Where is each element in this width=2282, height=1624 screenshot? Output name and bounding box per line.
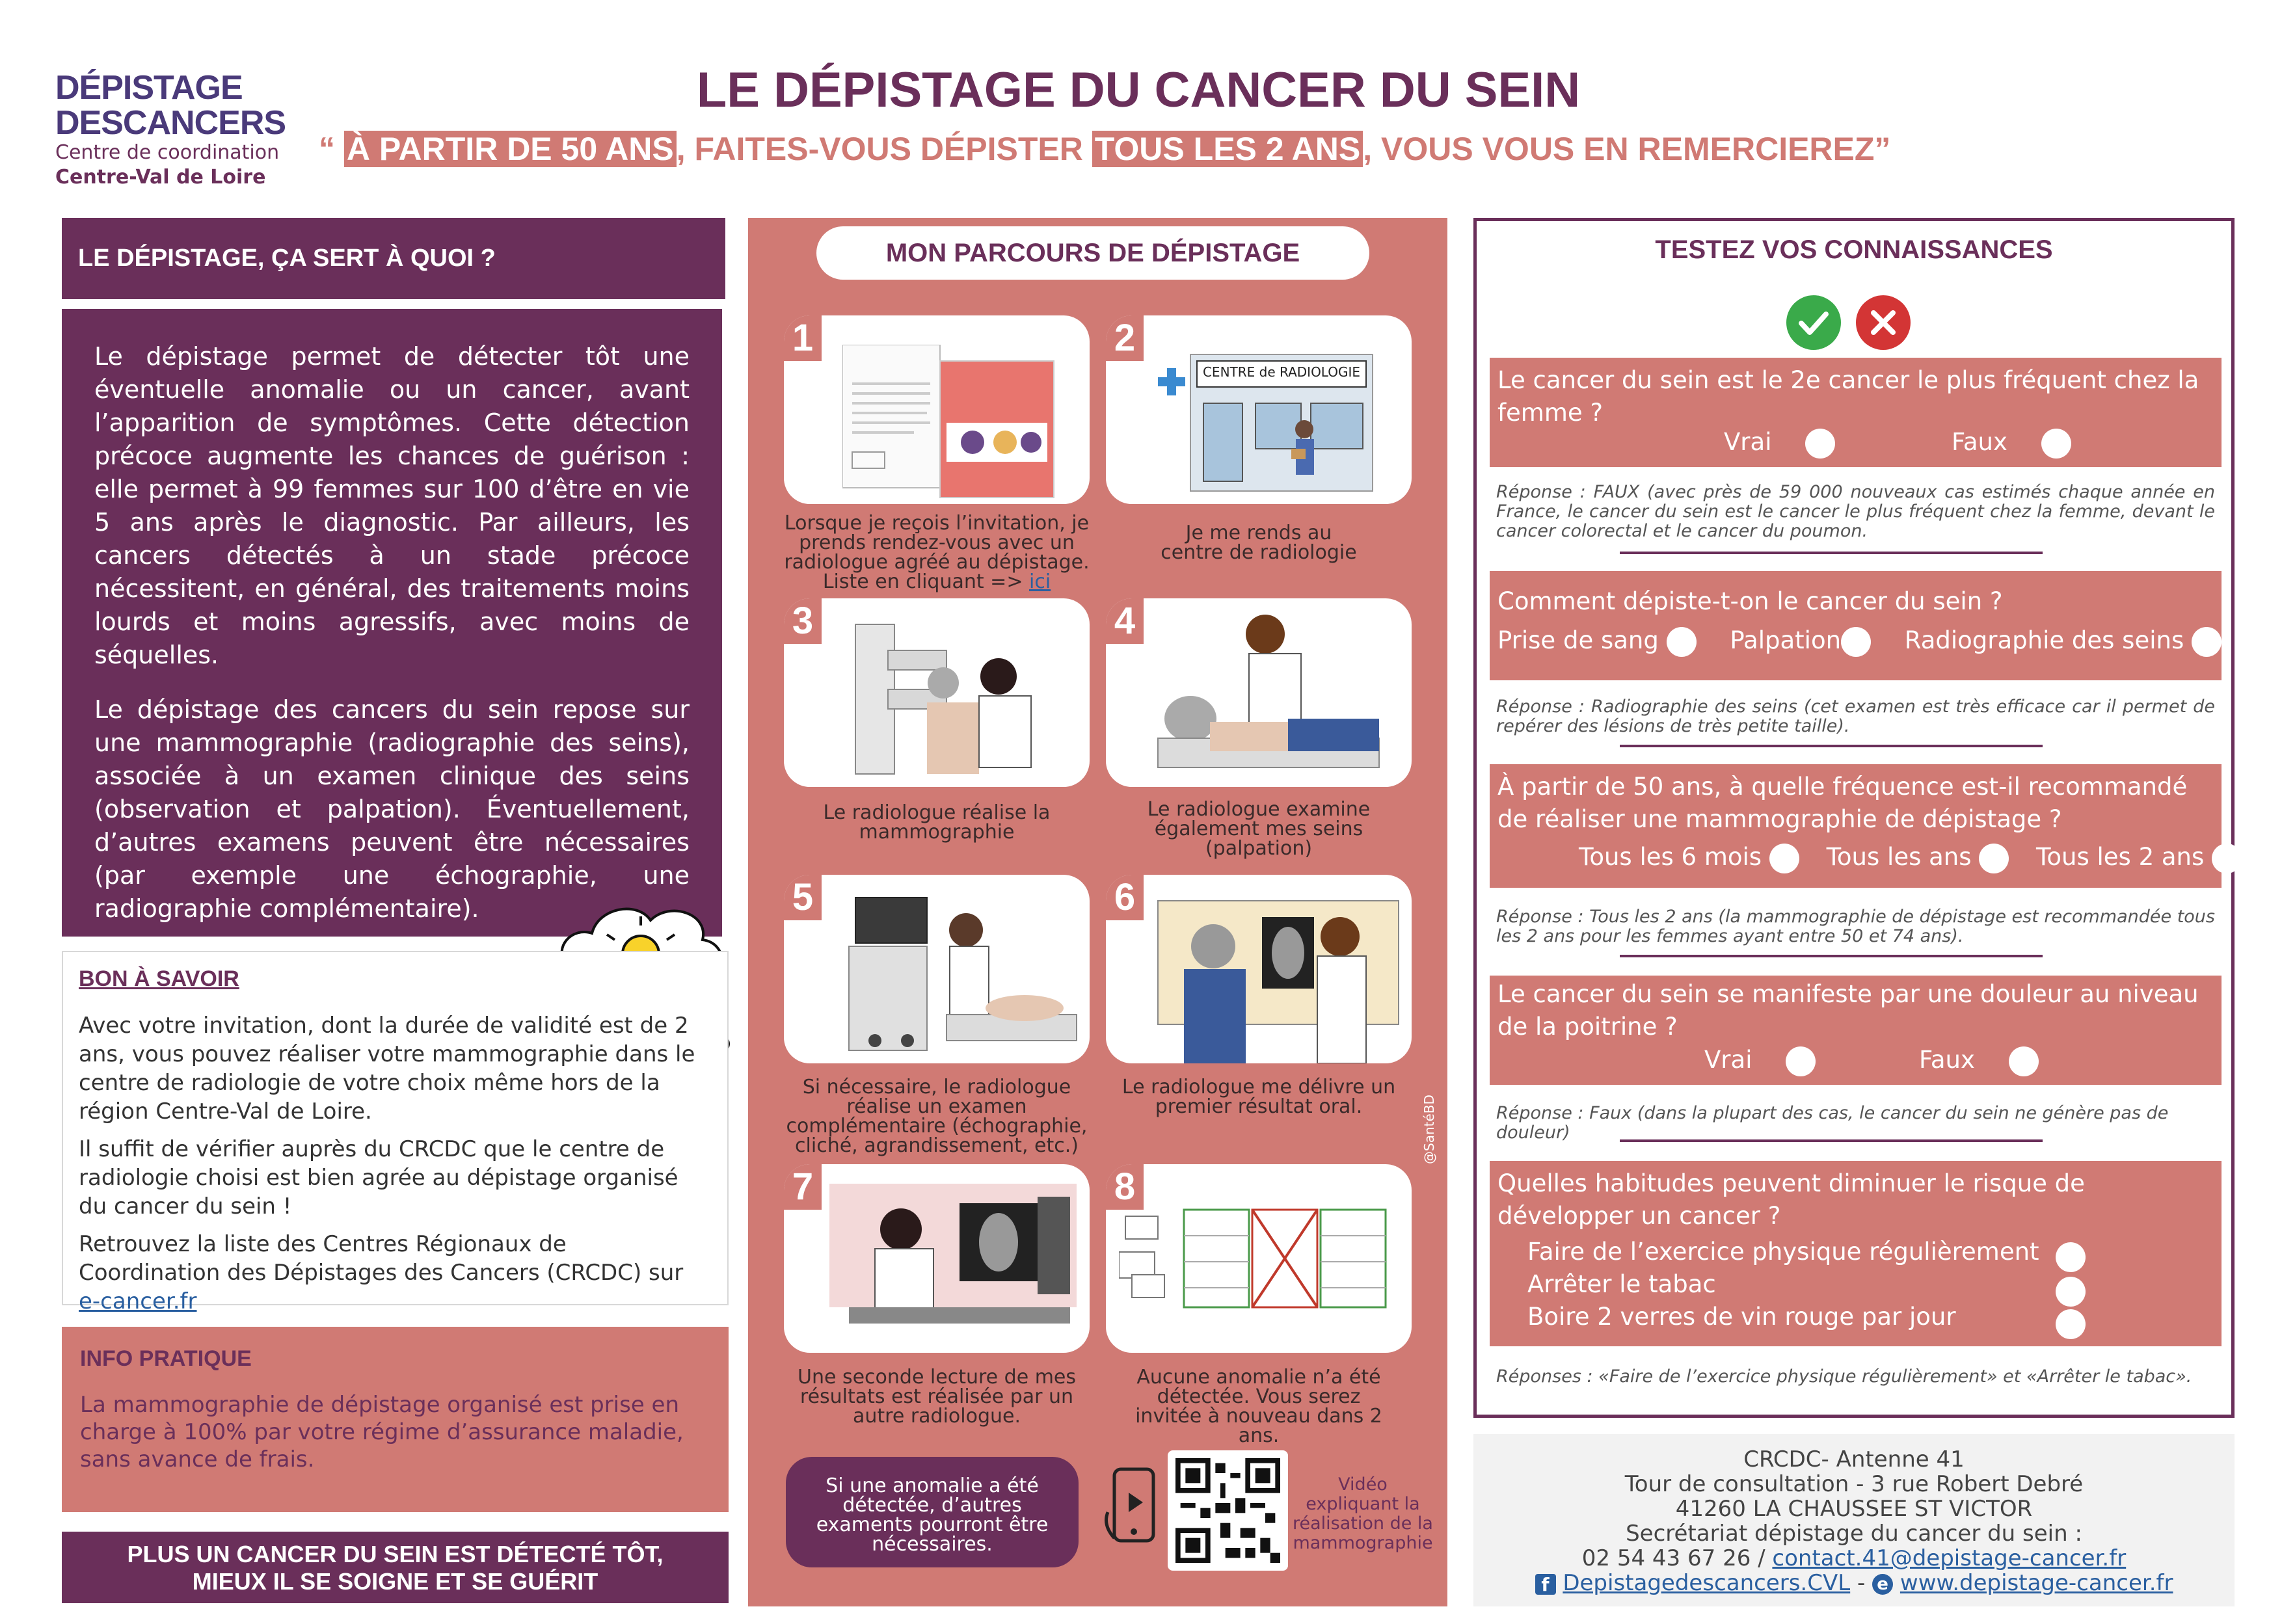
video-caption: Vidéo expliquant la réalisation de la mammographie [1293,1474,1433,1553]
q2-option-blood-test[interactable]: Prise de sang [1497,626,1659,654]
q4-option-false-label: Faux [1919,1046,1975,1074]
practical-info-title: INFO PRATIQUE [80,1346,252,1371]
facebook-link[interactable]: Depistagedescancers.CVL [1563,1570,1851,1596]
question-5-text: Quelles habitudes peuvent diminuer le risque de développer un cancer ? [1497,1169,2085,1230]
q1-option-false[interactable] [1952,426,2071,459]
q3-option-yearly[interactable]: Tous les ans [1826,843,1972,871]
separator [1620,955,2043,957]
left-section-title [62,218,725,299]
checkbox[interactable] [2056,1277,2086,1307]
smartphone-video-icon[interactable] [1103,1467,1164,1551]
bottom-banner-line-2: MIEUX IL SE SOIGNE ET SE GUÉRIT [192,1568,598,1595]
question-1-text: Le cancer du sein est le 2e cancer le plus fréquent chez la femme ? [1497,366,2199,427]
question-4 [1490,976,2222,1085]
q5-option-exercise[interactable] [1527,1236,2039,1268]
good-to-know-text-3: Retrouvez la liste des Centres Régionaux de Coordination des Dépistages des Cancers (CRCDC) sur [79,1231,684,1286]
question-4-text: Le cancer du sein se manifeste par une douleur au niveau de la poitrine ? [1497,980,2199,1041]
radio-button[interactable] [1769,844,1799,873]
explanation-paragraph-2: Le dépistage des cancers du sein repose sur une mammographie (radiographie des seins), associée à un examen clinique des seins (observation et palpation). Éventuellement, d’autres examens peuvent être nécessaires (par exemple une échographie, une radiographie complémentaire). [94,695,690,923]
radiology-sign: CENTRE de RADIOLOGIE [1202,364,1361,380]
good-to-know-paragraph-2: Il suffit de vérifier auprès du CRCDC que le centre de radiologie choisi est bien agrée au dépistage organisé du cancer du sein ! [79,1136,678,1219]
good-to-know-title: BON À SAVOIR [79,966,239,991]
q5-option-stop-smoking-label: Arrêter le tabac [1527,1270,1716,1298]
step-number: 7 [784,1164,822,1210]
result-delivery-icon [1151,888,1405,1063]
step-1-caption [781,514,1093,592]
email-link[interactable]: contact.41@depistage-cancer.fr [1772,1545,2127,1571]
check-icon [1786,295,1842,351]
palpation-exam-icon [1145,608,1405,784]
radio-button[interactable] [1805,429,1835,459]
q5-option-wine[interactable] [1527,1301,2039,1333]
step-3-caption: Le radiologue réalise la mammographie [823,801,1051,844]
contact-org: CRCDC- Antenne 41 [1743,1446,1965,1472]
screening-path-title: MON PARCOURS DE DÉPISTAGE [816,226,1369,280]
step-2-card [1106,315,1412,504]
question-3 [1490,764,2222,888]
quiz-title: TESTEZ VOS CONNAISSANCES [1655,235,2053,264]
step-2-caption: Je me rends au centre de radiologie [1161,522,1357,564]
left-title-text: LE DÉPISTAGE, ÇA SERT À QUOI ? [78,245,496,272]
answer-5: Réponses : «Faire de l’exercice physique régulièrement» et «Arrêter le tabac». [1496,1366,2192,1387]
separator [1620,745,2043,747]
good-to-know-paragraph-1: Avec votre invitation, dont la durée de validité est de 2 ans, vous pouvez réaliser votre mammographie dans le centre de radiologie de votre choix même hors de la région Centre-Val de Loire. [79,1013,695,1125]
q1-option-false-label: Faux [1952,428,2007,456]
q4-option-true[interactable] [1704,1044,1816,1076]
video-qr-code[interactable] [1168,1450,1288,1571]
calendar-icon [1119,1203,1405,1320]
anomaly-note: Si une anomalie a été détectée, d’autres examents pourront être nécessaires. [786,1457,1079,1567]
radio-button[interactable] [1786,1046,1816,1076]
subtitle-end: , VOUS VOUS EN REMERCIEREZ” [1363,131,1891,167]
step-1-card [784,315,1090,504]
practical-info-box [62,1327,729,1512]
step-8-caption: Aucune anomalie n’a été détectée. Vous serez invitée à nouveau dans 2 ans. [1135,1366,1382,1447]
step-1-caption-text: Lorsque je reçois l’invitation, je prends rendez-vous avec un radiologue agréé au dépistage. Liste en cliquant => [784,512,1090,593]
step-number: 6 [1106,875,1144,920]
web-icon: e [1872,1574,1893,1595]
step-4-caption: Le radiologue examine également mes seins (palpation) [1147,798,1371,860]
page-title: LE DÉPISTAGE DU CANCER DU SEIN [696,62,1581,118]
bottom-banner-line-1: PLUS UN CANCER DU SEIN EST DÉTECTÉ TÔT, [127,1541,664,1567]
contact-secretariat: Secrétariat dépistage du cancer du sein : [1626,1521,2082,1547]
radio-button[interactable] [1667,627,1697,657]
answer-4: Réponse : Faux (dans la plupart des cas, le cancer du sein ne génère pas de douleur) [1496,1103,2169,1143]
ultrasound-icon [829,891,1083,1060]
step-7-card [784,1164,1090,1353]
separator [1620,1139,2043,1142]
logo-line-1: DÉPISTAGE [55,69,243,107]
step-3-card [784,598,1090,787]
e-cancer-link[interactable]: e-cancer.fr [79,1288,197,1314]
q1-option-true-label: Vrai [1724,428,1772,456]
q4-option-false[interactable] [1919,1044,2039,1076]
good-to-know-paragraph-3 [79,1230,712,1316]
question-5 [1490,1161,2222,1346]
radiologist-list-link[interactable]: ici [1029,570,1051,593]
checkbox[interactable] [2056,1309,2086,1339]
radio-button[interactable] [1979,844,2009,873]
step-6-card [1106,875,1412,1063]
illustration-credit: @SantéBD [1421,1095,1437,1164]
step-4-card [1106,598,1412,787]
question-3-text: À partir de 50 ans, à quelle fréquence est-il recommandé de réaliser une mammographie de dépistage ? [1497,773,2188,833]
subtitle-highlight-age: À PARTIR DE 50 ANS [344,131,677,167]
q5-option-stop-smoking[interactable] [1527,1268,2039,1301]
quote-mark: “ [319,131,335,167]
explanation-paragraph-1: Le dépistage permet de détecter tôt une éventuelle anomalie ou un cancer, avant l’apparition de symptômes. Cette détection précoce augmente les chances de guérison : elle permet à 99 femmes sur 100 d’être en vie 5 ans après le diagnostic. Par ailleurs, les cancers détectés à un stade précoce nécessitent, en général, des traitements moins lourds et moins agressifs, avec moins de séquelles. [94,342,690,669]
contact-separator: - [1850,1570,1873,1596]
phone-number[interactable]: 02 54 43 67 26 / [1581,1545,1773,1571]
contact-social [1473,1571,2235,1595]
q2-option-radiography[interactable]: Radiographie des seins [1904,626,2184,654]
q5-option-exercise-label: Faire de l’exercice physique régulièrement [1527,1238,2039,1266]
facebook-icon: f [1535,1574,1556,1595]
page-subtitle [319,130,1890,168]
question-2 [1490,571,2222,680]
invitation-letter-icon [842,345,1077,501]
step-number: 2 [1106,315,1144,361]
cross-icon [1855,295,1911,351]
website-link[interactable]: www.depistage-cancer.fr [1899,1570,2173,1596]
step-number: 8 [1106,1164,1144,1210]
radio-button[interactable] [2212,844,2242,873]
qr-code-icon [1175,1458,1280,1563]
q2-option-palpation[interactable]: Palpation [1730,626,1842,654]
step-number: 3 [784,598,822,644]
step-5-card [784,875,1090,1063]
answer-2: Réponse : Radiographie des seins (cet examen est très efficace car il permet de repérer des lésions de très petite taille). [1496,697,2215,736]
step-7-caption: Une seconde lecture de mes résultats est réalisée par un autre radiologue. [797,1366,1077,1428]
step-number: 5 [784,875,822,920]
subtitle-highlight-frequency: TOUS LES 2 ANS [1092,131,1363,167]
logo [55,70,286,190]
step-number: 1 [784,315,822,361]
good-to-know-box [62,951,729,1314]
subtitle-middle: , FAITES-VOUS DÉPISTER [676,131,1092,167]
q3-option-2-years[interactable]: Tous les 2 ans [2036,843,2205,871]
contact-block [1473,1434,2235,1606]
logo-line-2: DESCANCERS [55,104,286,142]
q4-option-true-label: Vrai [1704,1046,1752,1074]
logo-line-3: Centre de coordination [55,141,280,164]
second-reading-icon [823,1177,1083,1353]
contact-phone-email [1473,1546,2235,1571]
mammography-icon [829,611,1083,787]
answer-1: Réponse : FAUX (avec près de 59 000 nouveaux cas estimés chaque année en France, le cancer du sein est le cancer le plus fréquent chez la femme, devant le cancer colorectal et le cancer du poumon. [1496,482,2215,541]
step-8-card [1106,1164,1412,1353]
q1-option-true[interactable] [1724,426,1835,459]
answer-3: Réponse : Tous les 2 ans (la mammographie de dépistage est recommandée tous les 2 ans pour les femmes ayant entre 50 et 74 ans). [1496,907,2215,946]
checkbox[interactable] [2056,1242,2086,1272]
q3-option-6-months[interactable]: Tous les 6 mois [1579,843,1762,871]
radio-button[interactable] [2009,1046,2039,1076]
bottom-banner [62,1532,729,1603]
step-6-caption: Le radiologue me délivre un premier résultat oral. [1121,1076,1396,1118]
question-1 [1490,358,2222,467]
logo-line-4: Centre-Val de Loire [55,166,266,189]
contact-address-2: 41260 LA CHAUSSEE ST VICTOR [1675,1496,2033,1522]
step-number: 4 [1106,598,1144,644]
radio-button[interactable] [1841,627,1871,657]
explanation-panel [62,309,722,937]
radio-button[interactable] [2192,627,2222,657]
radio-button[interactable] [2041,429,2071,459]
separator [1620,552,2043,554]
q5-option-wine-label: Boire 2 verres de vin rouge par jour [1527,1303,1956,1331]
practical-info-text: La mammographie de dépistage organisé est prise en charge à 100% par votre régime d’assurance maladie, sans avance de frais. [80,1392,684,1472]
contact-address-1: Tour de consultation - 3 rue Robert Debré [1624,1471,2084,1497]
question-2-text: Comment dépiste-t-on le cancer du sein ? [1497,587,2003,615]
step-5-caption: Si nécessaire, le radiologue réalise un examen complémentaire (échographie, cliché, agrandissement, etc.) [786,1076,1088,1157]
